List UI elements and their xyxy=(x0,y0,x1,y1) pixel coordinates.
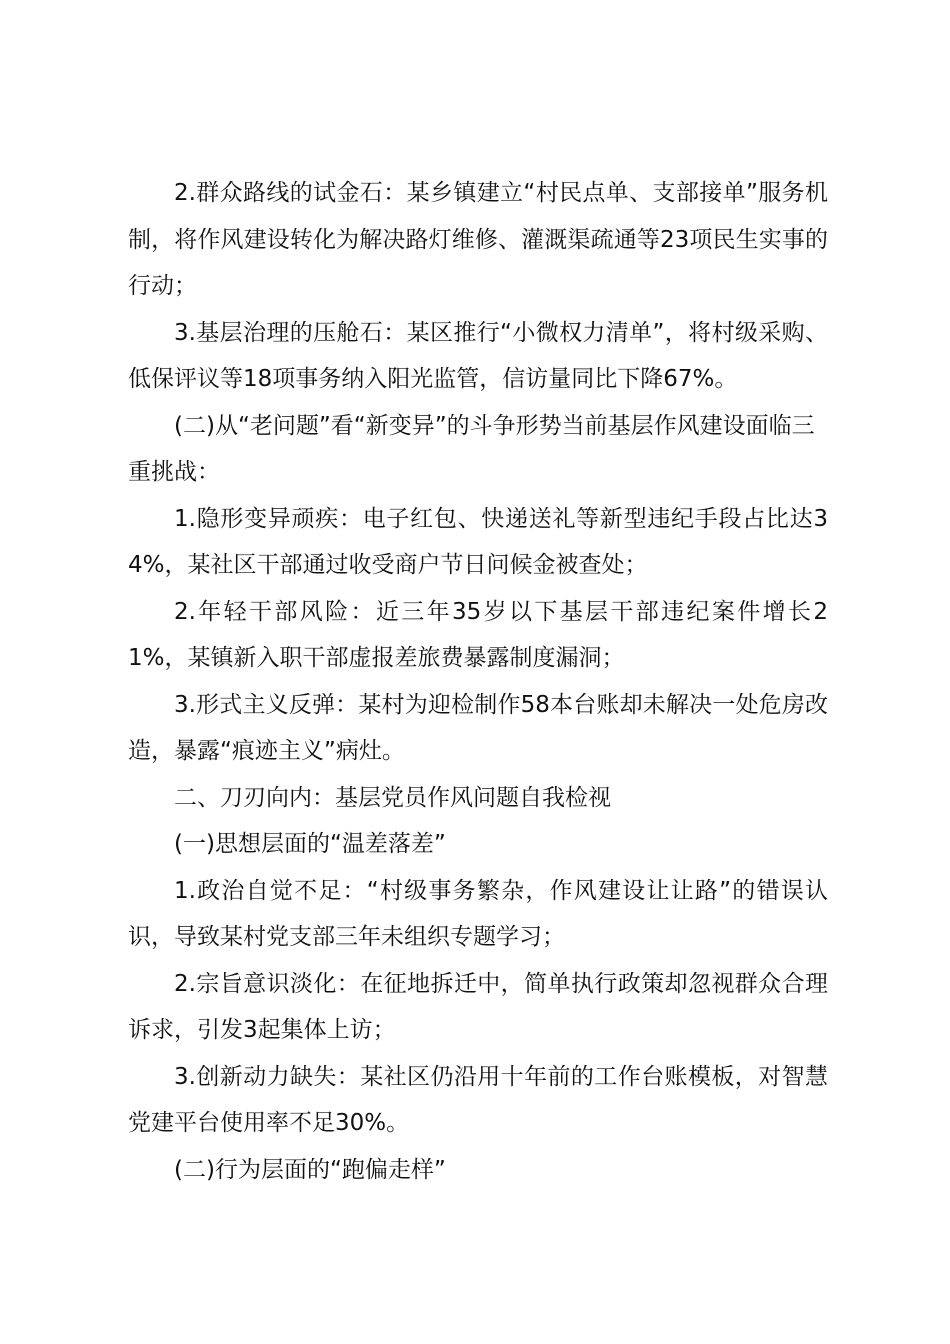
paragraph-purpose-awareness: 2.宗旨意识淡化：在征地拆迁中，简单执行政策却忽视群众合理诉求，引发3起集体上访； xyxy=(128,970,828,1043)
section-heading-behavior-level: (二)行为层面的“跑偏走样” xyxy=(174,1156,446,1183)
paragraph-innovation-drive: 3.创新动力缺失：某社区仍沿用十年前的工作台账模板，对智慧党建平台使用率不足30%。 xyxy=(128,1063,828,1136)
section-heading-new-variations: (二)从“老问题”看“新变异”的斗争形势当前基层作风建设面临三重挑战： xyxy=(128,412,815,485)
paragraph-mass-line: 2.群众路线的试金石：某乡镇建立“村民点单、支部接单”服务机制，将作风建设转化为解决路灯维修、灌溉渠疏通等23项民生实事的行动； xyxy=(128,180,828,299)
paragraph-formalism-rebound: 3.形式主义反弹：某村为迎检制作58本台账却未解决一处危房改造，暴露“痕迹主义”病灶。 xyxy=(128,691,828,764)
document-body xyxy=(128,170,828,1193)
section-heading-thought-level: (一)思想层面的“温差落差” xyxy=(174,831,446,857)
paragraph-political-awareness: 1.政治自觉不足：“村级事务繁杂，作风建设让让路”的错误认识，导致某村党支部三年未组织专题学习； xyxy=(128,877,828,950)
paragraph-hidden-variation: 1.隐形变异顽疾：电子红包、快递送礼等新型违纪手段占比达34%，某社区干部通过收受商户节日问候金被查处； xyxy=(128,505,828,578)
paragraph-young-cadre-risk: 2.年轻干部风险：近三年35岁以下基层干部违纪案件增长21%，某镇新入职干部虚报差旅费暴露制度漏洞； xyxy=(128,598,828,671)
chapter-heading-self-inspection: 二、刀刃向内：基层党员作风问题自我检视 xyxy=(174,784,611,811)
paragraph-grassroots-governance: 3.基层治理的压舱石：某区推行“小微权力清单”，将村级采购、低保评议等18项事务纳入阳光监管，信访量同比下降67%。 xyxy=(128,319,828,392)
